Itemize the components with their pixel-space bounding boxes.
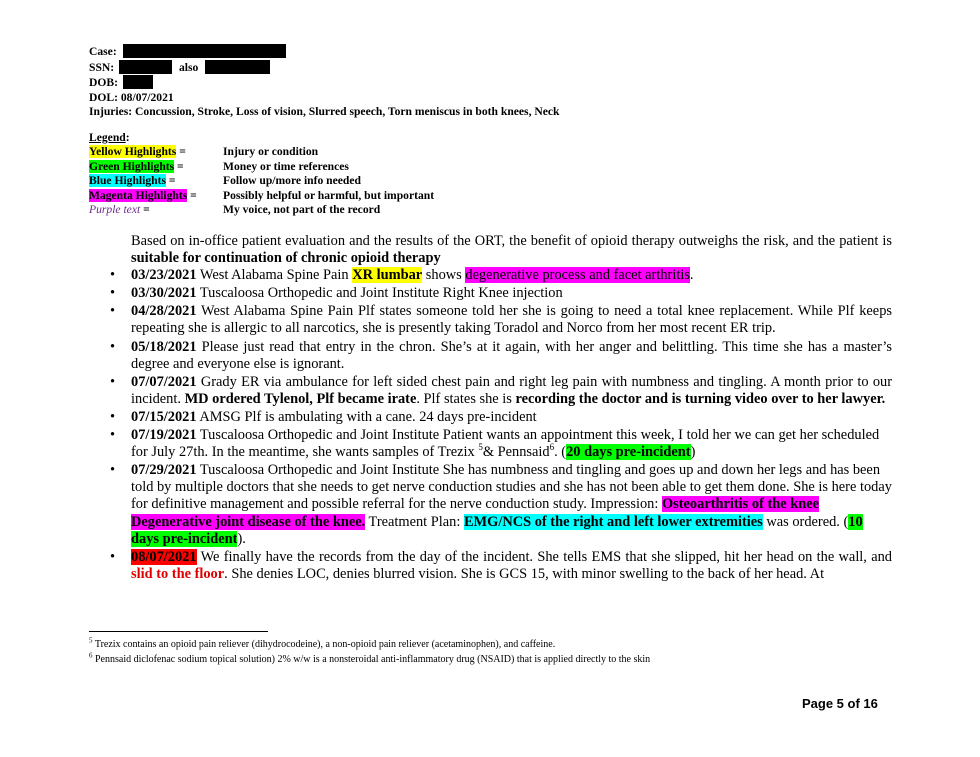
dob-label: DOB:	[89, 76, 118, 90]
footnote-ref-6: 6	[549, 442, 555, 453]
ssn-also-text: also	[178, 60, 199, 74]
case-header	[89, 44, 909, 120]
entry-date: 03/23/2021	[131, 267, 197, 284]
list-item: • 07/15/2021 AMSG Plf is ambulating with a cane. 24 days pre-incident	[110, 408, 537, 425]
list-item: • 07/07/2021 Grady ER via ambulance for left sided chest pain and right leg pain with numbness and tingling. A month prior to our incident. MD ordered Tylenol, Plf became irate. Plf states she is recording the doctor and is turning video over to her lawyer.	[110, 373, 892, 407]
footnote-ref-5: 5	[478, 442, 483, 453]
bullet-icon: •	[110, 285, 116, 302]
legend-key-yellow: Yellow Highlights =	[89, 145, 186, 159]
redaction-bar	[123, 44, 286, 58]
legend-row-magenta	[89, 189, 649, 203]
list-item: • 03/30/2021 Tuscaloosa Orthopedic and Joint Institute Right Knee injection	[110, 285, 563, 302]
intro-paragraph: Based on in-office patient evaluation and the results of the ORT, the benefit of opioid therapy outweighs the risk, and the patient is suitable for continuation of chronic opioid therapy	[131, 233, 892, 267]
entry-date: 05/18/2021	[131, 338, 197, 355]
entry-date: 08/07/2021	[131, 548, 197, 565]
bullet-icon: •	[110, 462, 116, 479]
highlight-follow-up: EMG/NCS of the right and left lower extremities	[463, 513, 763, 530]
legend-desc-green: Money or time references	[223, 159, 349, 173]
bullet-icon: •	[110, 267, 116, 284]
bullet-icon: •	[110, 548, 116, 565]
entry-date: 07/19/2021	[131, 427, 197, 444]
legend-row-yellow	[89, 145, 649, 159]
bullet-icon: •	[110, 303, 116, 320]
injuries-row: Injuries: Concussion, Stroke, Loss of vision, Slurred speech, Torn meniscus in both knees, Neck	[89, 105, 560, 119]
legend-title: Legend	[89, 131, 126, 144]
legend	[89, 131, 649, 217]
legend-row-green	[89, 160, 649, 174]
highlight-important: degenerative process and facet arthritis	[465, 267, 690, 284]
highlight-important: Osteoarthritis of the knee Degenerative joint disease of the knee.	[131, 496, 820, 530]
legend-desc-magenta: Possibly helpful or harmful, but important	[223, 188, 435, 202]
legend-title-colon: :	[125, 131, 130, 144]
legend-row-blue	[89, 174, 649, 188]
bullet-icon: •	[110, 338, 116, 355]
legend-key-magenta: Magenta Highlights =	[89, 188, 197, 202]
list-item: • 08/07/2021 We finally have the records from the day of the incident. She tells EMS that she slipped, hit her head on the wall, and slid to the floor. She denies LOC, denies blurred vision. She is GCS 15, with minor swelling to the back of her head. At	[110, 548, 892, 582]
legend-key-green: Green Highlights =	[89, 159, 184, 173]
entry-date: 04/28/2021	[131, 303, 197, 320]
footnote-5: $^5$ Trezix contains an opioid pain reliever (dihydrocodeine), a non-opioid pain reliever (acetaminophen), and caffeine.	[89, 636, 556, 650]
highlight-time: 20 days pre-incident	[566, 444, 691, 461]
entry-date: 07/29/2021	[131, 462, 197, 479]
ssn-label: SSN:	[89, 60, 115, 74]
entry-date: 03/30/2021	[131, 285, 197, 302]
legend-desc-blue: Follow up/more info needed	[223, 174, 361, 188]
dol-row: DOL: 08/07/2021	[89, 90, 174, 104]
entry-list	[110, 267, 892, 583]
list-item: • 03/23/2021 West Alabama Spine Pain XR lumbar shows degenerative process and facet arthritis.	[110, 267, 694, 284]
case-label: Case:	[89, 45, 117, 58]
highlight-injury: XR lumbar	[352, 267, 423, 284]
case-row	[89, 44, 909, 60]
bullet-icon: •	[110, 408, 116, 425]
bullet-icon: •	[110, 427, 116, 444]
redaction-bar	[205, 60, 270, 74]
footnote-6: $^6$ Pennsaid diclofenac sodium topical solution) 2% w/w is a nonsteroidal anti-inflammatory drug (NSAID) that is applied directly to the skin	[89, 651, 651, 665]
ssn-row	[89, 60, 909, 76]
highlight-time: 10 days pre-incident	[131, 513, 863, 547]
legend-key-blue: Blue Highlights =	[89, 174, 176, 188]
footnotes	[89, 637, 909, 667]
list-item: • 07/19/2021 Tuscaloosa Orthopedic and Joint Institute Patient wants an appointment this week, I told her we can get her scheduled for July 27th. In the meantime, she wants samples of Trezix $^5$& Pennsaid$^6$. (20 days pre-incident)	[110, 427, 880, 461]
dob-row	[89, 75, 909, 91]
list-item: • 04/28/2021 West Alabama Spine Pain Plf states someone told her she is going to need a total knee replacement. While Plf keeps repeating she is allergic to all narcotics, she is presently taking Toradol and Norco from her most recent ER trip.	[110, 303, 892, 337]
legend-row-purple	[89, 203, 649, 217]
red-text-emphasis: slid to the floor	[131, 565, 225, 582]
redaction-bar	[119, 60, 172, 74]
redaction-bar	[123, 75, 153, 89]
legend-desc-yellow: Injury or condition	[223, 145, 319, 159]
entry-date: 07/07/2021	[131, 373, 197, 390]
legend-desc-purple: My voice, not part of the record	[223, 203, 381, 217]
legend-title-row	[89, 131, 649, 145]
footnote-divider	[89, 631, 268, 632]
record-body	[110, 233, 892, 584]
bullet-icon: •	[110, 373, 116, 390]
entry-date: 07/15/2021	[131, 408, 197, 425]
list-item: • 05/18/2021 Please just read that entry in the chron. She’s at it again, with her anger and belittling. This time she has a master’s degree and everyone else is ignorant.	[110, 338, 892, 372]
page-number: Page 5 of 16	[802, 696, 878, 711]
list-item: • 07/29/2021 Tuscaloosa Orthopedic and Joint Institute She has numbness and tingling and goes up and down her legs and has been told by multiple doctors that she needs to get nerve conduction studies and she has not been able to get them done. She is here today for definitive management and possible referral for the nerve conduction study. Impression: Osteoarthritis of the knee Degenerative joint disease of the knee. Treatment Plan: EMG/NCS of the right and left lower extremities was ordered. (10 days pre-incident).	[110, 462, 892, 547]
legend-key-purple: Purple text =	[89, 203, 150, 217]
